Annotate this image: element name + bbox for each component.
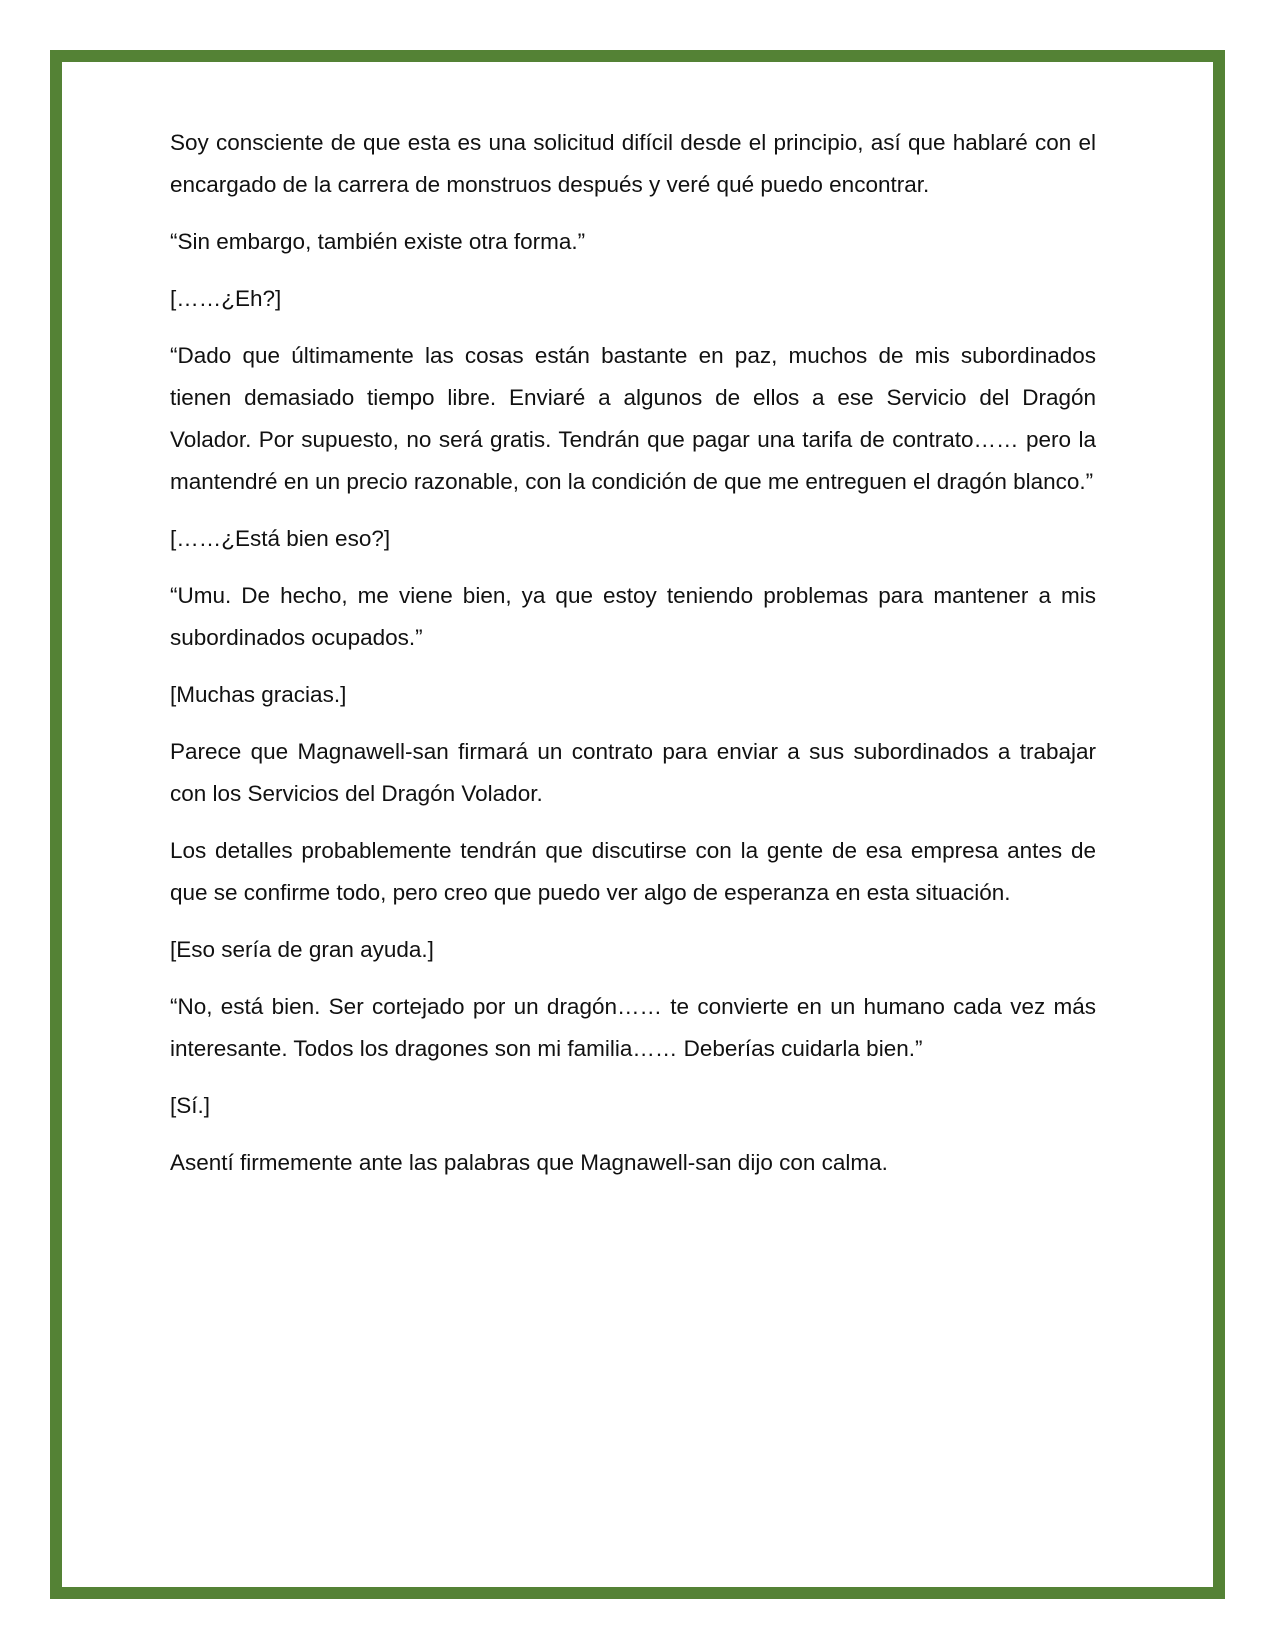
paragraph-dialogue: “Umu. De hecho, me viene bien, ya que estoy teniendo problemas para mantener a mis subordinados ocupados.” <box>170 583 1096 650</box>
paragraph-dialogue: “Dado que últimamente las cosas están bastante en paz, muchos de mis subordinados tienen demasiado tiempo libre. Enviaré a algunos de ellos a ese Servicio del Dragón Volador. Por supuesto, no será gratis. Tendrán que pagar una tarifa de contrato…… pero la mantendré en un precio razonable, con la condición de que me entreguen el dragón blanco.” <box>170 343 1096 494</box>
paragraph-narration: Los detalles probablemente tendrán que discutirse con la gente de esa empresa antes de que se confirme todo, pero creo que puedo ver algo de esperanza en esta situación. <box>170 838 1096 905</box>
paragraph-dialogue: “No, está bien. Ser cortejado por un dragón…… te convierte en un humano cada vez más interesante. Todos los dragones son mi familia…… Deberías cuidarla bien.” <box>170 994 1096 1061</box>
paragraph-protagonist-speech: [……¿Eh?] <box>170 286 282 311</box>
document-body <box>170 122 1096 1199</box>
paragraph-protagonist-speech: [Eso sería de gran ayuda.] <box>170 937 434 962</box>
paragraph-protagonist-speech: [……¿Está bien eso?] <box>170 526 391 551</box>
paragraph-protagonist-speech: [Sí.] <box>170 1093 211 1118</box>
paragraph-narration: Asentí firmemente ante las palabras que Magnawell-san dijo con calma. <box>170 1150 888 1175</box>
paragraph-dialogue: “Sin embargo, también existe otra forma.” <box>170 229 586 254</box>
paragraph-protagonist-speech: [Muchas gracias.] <box>170 682 347 707</box>
paragraph-narration: Soy consciente de que esta es una solicitud difícil desde el principio, así que hablaré con el encargado de la carrera de monstruos después y veré qué puedo encontrar. <box>170 130 1096 197</box>
paragraph-narration: Parece que Magnawell-san firmará un contrato para enviar a sus subordinados a trabajar con los Servicios del Dragón Volador. <box>170 739 1096 806</box>
